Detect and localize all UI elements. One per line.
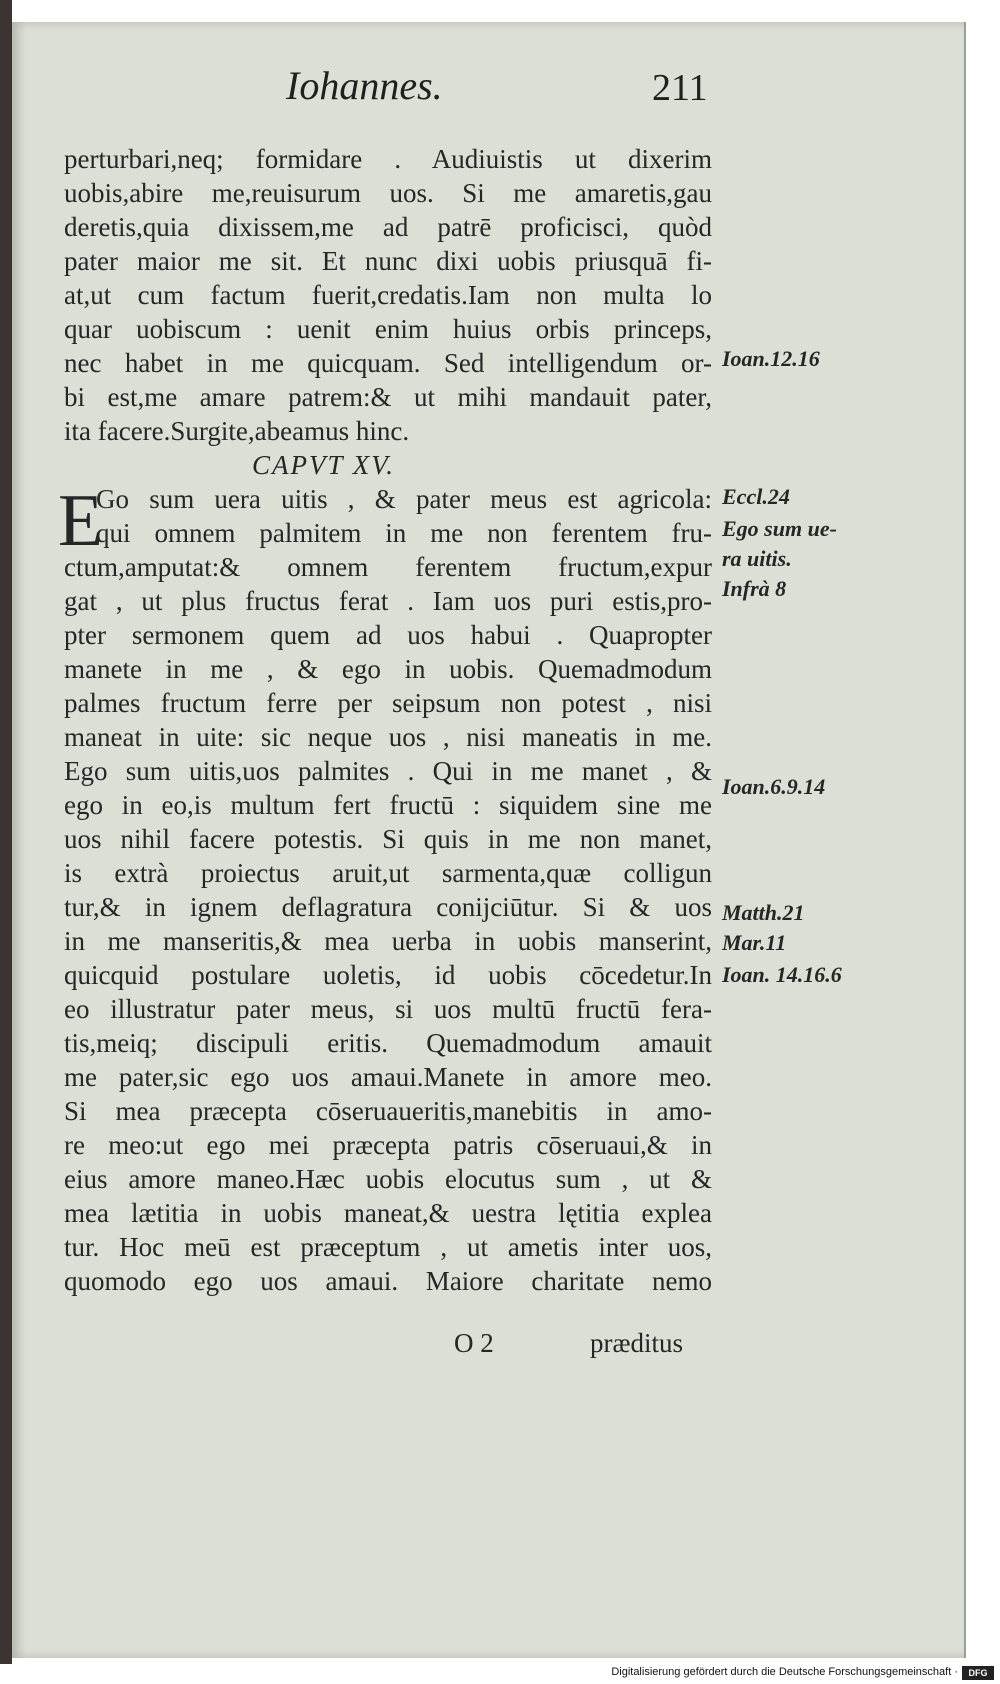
text-line: re meo:ut ego mei præcepta patris cōseruaui,& in xyxy=(64,1130,712,1160)
text-line: nec habet in me quicquam. Sed intelligendum or- xyxy=(64,348,712,378)
text-line: qui omnem palmitem in me non ferentem fru- xyxy=(96,518,712,548)
text-line: quar uobiscum : uenit enim huius orbis princeps, xyxy=(64,314,712,344)
margin-note: ra uitis. xyxy=(722,546,792,571)
chapter-heading: CAPVT XV. xyxy=(252,450,396,480)
text-line: pter sermonem quem ad uos habui . Quapropter xyxy=(64,620,712,650)
running-title: Iohannes. xyxy=(286,63,443,108)
page-number: 211 xyxy=(652,67,708,109)
margin-note: Matth.21 xyxy=(722,900,805,925)
margin-note: Ioan. 14.16.6 xyxy=(722,962,842,987)
text-line: bi est,me amare patrem:& ut mihi mandauit pater, xyxy=(64,382,712,412)
signature-mark: O 2 xyxy=(454,1328,494,1358)
text-line: ego in eo,is multum fert fructū : siquidem sine me xyxy=(64,790,712,820)
text-line: uos nihil facere potestis. Si quis in me non manet, xyxy=(64,824,712,854)
drop-cap: E xyxy=(58,480,104,562)
text-line: pater maior me sit. Et nunc dixi uobis priusquā fi- xyxy=(64,246,712,276)
text-line: eius amore maneo.Hæc uobis elocutus sum , ut & xyxy=(64,1164,712,1194)
text-line: tur. Hoc meū est præceptum , ut ametis inter uos, xyxy=(64,1232,712,1262)
text-line: Go sum uera uitis , & pater meus est agricola: xyxy=(96,484,712,514)
margin-note: Infrà 8 xyxy=(722,576,787,601)
text-line: deretis,quia dixissem,me ad patrē proficisci, quòd xyxy=(64,212,712,242)
text-line: quicquid postulare uoletis, id uobis cōcedetur.In xyxy=(64,960,712,990)
digitization-credit: Digitalisierung gefördert durch die Deutsche Forschungsgemeinschaft · xyxy=(611,1666,958,1678)
text-line: Ego sum uitis,uos palmites . Qui in me manet , & xyxy=(64,756,712,786)
text-line: mea lætitia in uobis maneat,& uestra lętitia explea xyxy=(64,1198,712,1228)
text-line: ctum,amputat:& omnem ferentem fructum,expur xyxy=(64,552,712,582)
margin-note: Ioan.12.16 xyxy=(722,346,820,371)
text-line: in me manseritis,& mea uerba in uobis manserint, xyxy=(64,926,712,956)
text-line: manete in me , & ego in uobis. Quemadmodum xyxy=(64,654,712,684)
catchword: præditus xyxy=(590,1328,684,1358)
dfg-logo: DFG xyxy=(962,1666,994,1680)
margin-note: Ioan.6.9.14 xyxy=(722,774,826,799)
text-line: is extrà proiectus aruit,ut sarmenta,quæ colligun xyxy=(64,858,712,888)
text-line: tis,meiq; discipuli eritis. Quemadmodum amauit xyxy=(64,1028,712,1058)
text-line: perturbari,neq; formidare . Audiuistis ut dixerim xyxy=(64,144,712,174)
text-line: palmes fructum ferre per seipsum non potest , nisi xyxy=(64,688,712,718)
scan-edge xyxy=(0,0,12,1684)
text-line: quomodo ego uos amaui. Maiore charitate nemo xyxy=(64,1266,712,1296)
text-line: gat , ut plus fructus ferat . Iam uos puri estis,pro- xyxy=(64,586,712,616)
margin-note: Mar.11 xyxy=(722,930,787,955)
text-line: uobis,abire me,reuisurum uos. Si me amaretis,gau xyxy=(64,178,712,208)
margin-note: Eccl.24 xyxy=(722,484,790,509)
text-line: ita facere.Surgite,abeamus hinc. xyxy=(64,416,410,446)
text-line: me pater,sic ego uos amaui.Manete in amore meo. xyxy=(64,1062,712,1092)
text-line: eo illustratur pater meus, si uos multū fructū fera- xyxy=(64,994,712,1024)
text-line: Si mea præcepta cōseruaueritis,manebitis in amo- xyxy=(64,1096,712,1126)
text-line: at,ut cum factum fuerit,credatis.Iam non multa lo xyxy=(64,280,712,310)
body-text xyxy=(64,142,712,1298)
text-line: maneat in uite: sic neque uos , nisi maneatis in me. xyxy=(64,722,712,752)
margin-note: Ego sum ue- xyxy=(722,516,837,541)
text-line: tur,& in ignem deflagratura conijciūtur. Si & uos xyxy=(64,892,712,922)
